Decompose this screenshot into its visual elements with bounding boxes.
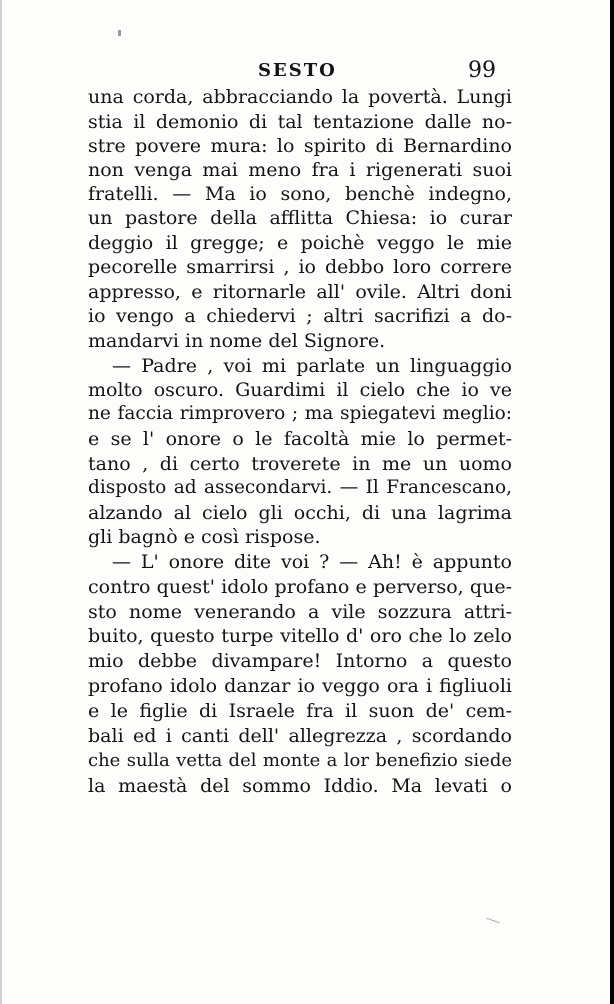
text-line: la maestà del sommo Iddio. Ma levati o	[88, 775, 512, 797]
text-line: profano idolo danzar io veggo ora i figliuoli	[88, 675, 512, 697]
text-line: — Padre , voi mi parlate un linguaggio	[112, 355, 512, 377]
text-line: non venga mai meno fra i rigenerati suoi	[88, 159, 512, 181]
text-line: appresso, e ritornarle all' ovile. Altri doni	[88, 281, 512, 303]
text-line: e se l' onore o le facoltà mie lo permet-	[88, 428, 512, 450]
text-line: che sulla vetta del monte a lor benefizio siede	[88, 750, 512, 771]
page-left-edge	[0, 0, 2, 1004]
page-right-edge-shadow	[610, 0, 614, 1004]
text-line: stre povere mura: lo spirito di Bernardino	[88, 135, 512, 157]
ink-speck	[486, 918, 499, 924]
text-line: molto oscuro. Guardimi il cielo che io ve	[88, 379, 512, 401]
text-line: una corda, abbracciando la povertà. Lungi	[88, 86, 512, 108]
text-line: un pastore della afflitta Chiesa: io curar	[88, 207, 512, 229]
text-line: alzando al cielo gli occhi, di una lagrima	[88, 502, 512, 524]
text-line: disposto ad assecondarvi. — Il Francescano,	[88, 477, 512, 498]
running-title: SESTO	[258, 60, 337, 81]
text-line: sto nome venerando a vile sozzura attri-	[88, 601, 512, 623]
text-line: fratelli. — Ma io sono, benchè indegno,	[88, 183, 512, 205]
text-line: tano , di certo troverete in me un uomo	[88, 453, 512, 475]
text-line: gli bagnò e così rispose.	[88, 526, 321, 548]
text-line: ne faccia rimprovero ; ma spiegatevi meglio:	[88, 403, 512, 424]
text-line: buito, questo turpe vitello d' oro che lo zelo	[88, 625, 512, 647]
text-line: mio debbe divampare! Intorno a questo	[88, 650, 512, 672]
text-line: io vengo a chiedervi ; altri sacrifizi a do-	[88, 305, 512, 327]
text-line: bali ed i canti dell' allegrezza , scordando	[88, 725, 512, 747]
text-line: pecorelle smarrirsi , io debbo loro correre	[88, 256, 512, 278]
text-line: — L' onore dite voi ? — Ah! è appunto	[112, 551, 512, 573]
text-line: contro quest' idolo profano e perverso, que-	[88, 576, 512, 598]
page-number: 99	[468, 58, 496, 83]
ink-speck	[118, 30, 121, 36]
text-line: deggio il gregge; e poichè veggo le mie	[88, 232, 512, 254]
text-line: mandarvi in nome del Signore.	[88, 330, 386, 352]
text-line: e le figlie di Israele fra il suon de' cem-	[88, 700, 512, 722]
text-line: stia il demonio di tal tentazione dalle no-	[88, 111, 512, 133]
